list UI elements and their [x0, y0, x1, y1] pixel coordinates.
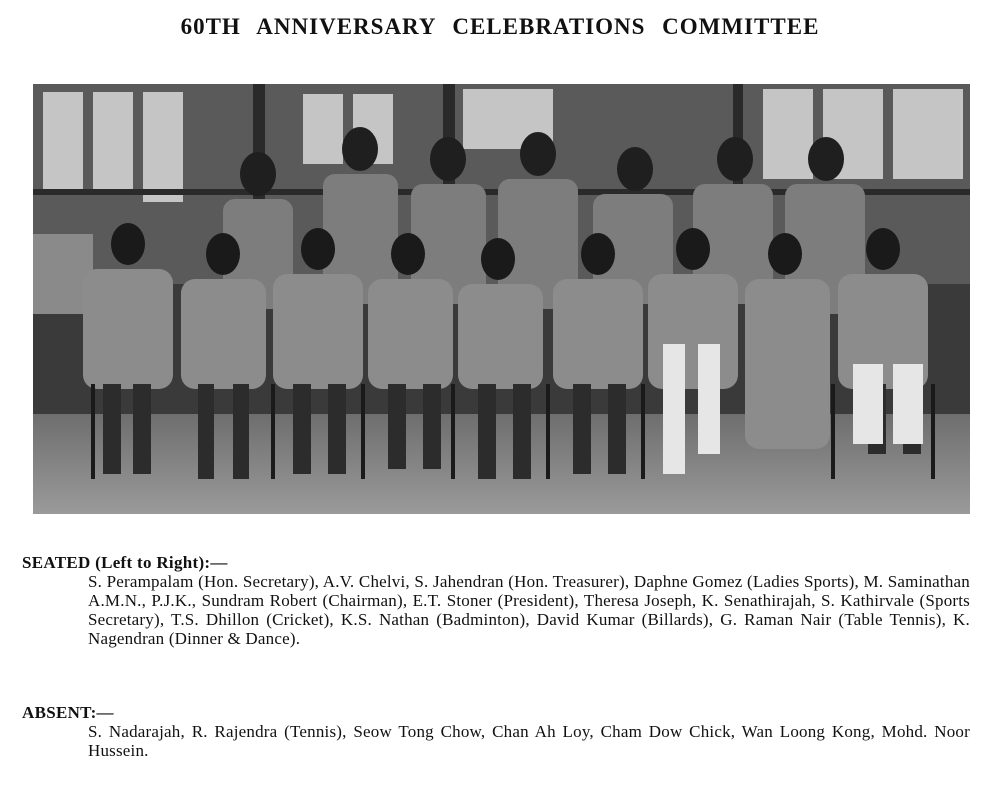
seated-heading: SEATED (Left to Right):—	[22, 553, 228, 572]
absent-heading: ABSENT:—	[22, 703, 114, 722]
seated-section	[22, 553, 982, 648]
absent-section	[22, 703, 982, 760]
absent-names: S. Nadarajah, R. Rajendra (Tennis), Seow Tong Chow, Chan Ah Loy, Cham Dow Chick, Wan Loong Kong, Mohd. Noor Hussein.	[88, 722, 970, 760]
group-photo-icon	[33, 84, 970, 514]
group-photo	[33, 84, 970, 514]
seated-names: S. Perampalam (Hon. Secretary), A.V. Chelvi, S. Jahendran (Hon. Treasurer), Daphne Gomez (Ladies Sports), M. Saminathan A.M.N., P.J.K., Sundram Robert (Chairman), E.T. Stoner (President), Theresa Joseph, K. Senathirajah, S. Kathirvale (Sports Secretary), T.S. Dhillon (Cricket), K.S. Nathan (Badminton), David Kumar (Billards), G. Raman Nair (Table Tennis), K. Nagendran (Dinner & Dance).	[88, 572, 970, 648]
page-title: 60TH ANNIVERSARY CELEBRATIONS COMMITTEE	[180, 14, 820, 39]
